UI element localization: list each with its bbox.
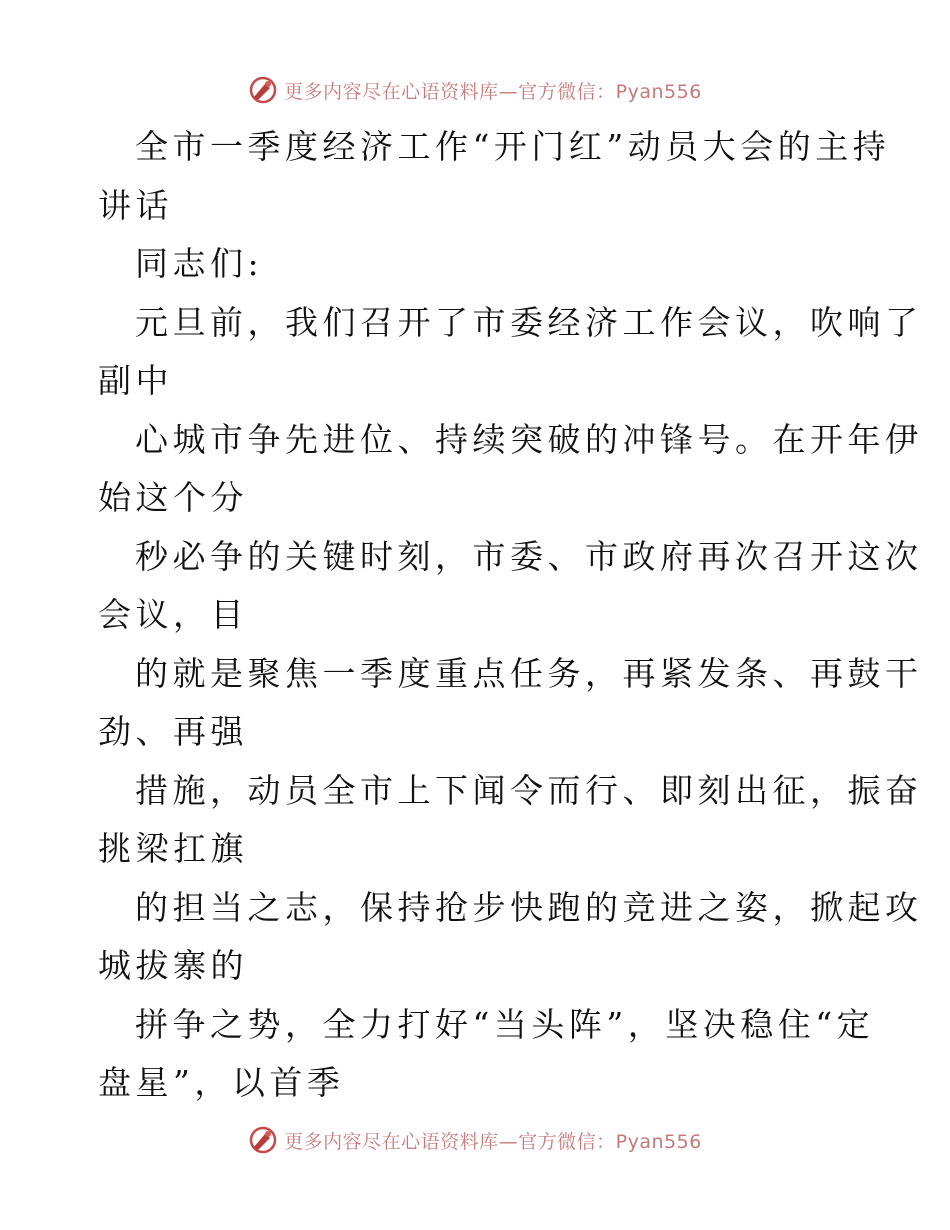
text-line: 心城市争先进位、持续突破的冲锋号。在开年伊 — [135, 419, 923, 459]
footer-banner — [0, 1120, 950, 1160]
text-line: 盘星”，以首季 — [98, 1063, 345, 1102]
document-body — [98, 118, 923, 1113]
pen-nib-logo-icon — [248, 1125, 278, 1155]
text-line: 秒必争的关键时刻，市委、市政府再次召开这次 — [135, 536, 923, 576]
text-line: 始这个分 — [98, 478, 248, 517]
text-line: 副中 — [98, 361, 173, 400]
text-line: 拼争之势，全力打好“当头阵”，坚决稳住“定 — [135, 1004, 875, 1044]
text-line: 会议，目 — [98, 595, 248, 634]
text-line: 城拔寨的 — [98, 946, 248, 985]
footer-banner-text: 更多内容尽在心语资料库—官方微信：Pyan556 — [284, 1130, 702, 1153]
text-line: 讲话 — [98, 185, 173, 225]
text-line: 措施，动员全市上下闻令而行、即刻出征，振奋 — [135, 770, 923, 810]
header-banner-text: 更多内容尽在心语资料库—官方微信：Pyan556 — [284, 80, 702, 103]
text-line: 劲、再强 — [98, 712, 248, 751]
text-line: 元旦前，我们召开了市委经济工作会议，吹响了 — [135, 302, 923, 342]
text-line: 全市一季度经济工作“开门红”动员大会的主持 — [135, 127, 891, 166]
text-line: 挑梁扛旗 — [98, 829, 248, 868]
header-banner — [0, 70, 950, 110]
pen-nib-logo-icon — [248, 75, 278, 105]
text-line: 的就是聚焦一季度重点任务，再紧发条、再鼓干 — [135, 653, 923, 693]
text-line: 同志们: — [135, 244, 264, 283]
text-line: 的担当之志，保持抢步快跑的竞进之姿，掀起攻 — [135, 887, 923, 927]
